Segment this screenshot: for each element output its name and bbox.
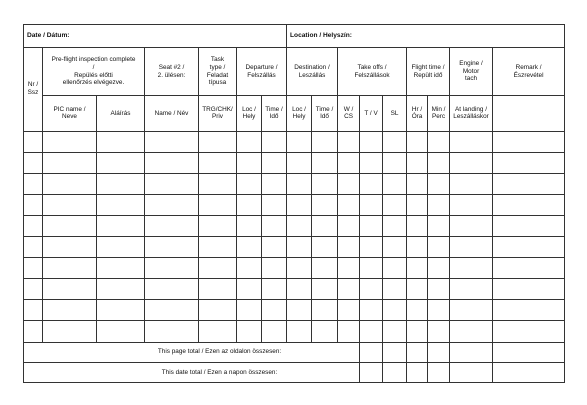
- dest-time-cell[interactable]: [312, 131, 338, 152]
- seat2-name-cell[interactable]: [145, 215, 199, 236]
- column-header-row: [24, 47, 565, 96]
- dest-loc-cell[interactable]: [287, 321, 312, 342]
- log-row: [24, 300, 565, 321]
- page-total-wcs-cell[interactable]: [360, 342, 383, 362]
- seat2-name-cell[interactable]: [145, 279, 199, 300]
- hr-cell[interactable]: [407, 152, 428, 173]
- dep-time-cell[interactable]: [262, 194, 287, 215]
- at-landing-cell[interactable]: [450, 321, 493, 342]
- dest-loc-subheader: Loc / Hely: [287, 96, 312, 131]
- wcs-cell[interactable]: [338, 173, 360, 194]
- nr-cell[interactable]: [24, 237, 43, 258]
- remark-cell[interactable]: [493, 131, 565, 152]
- pic-name-cell[interactable]: [43, 321, 97, 342]
- dep-time-cell[interactable]: [262, 279, 287, 300]
- tv-cell[interactable]: [360, 321, 383, 342]
- hr-cell[interactable]: [407, 173, 428, 194]
- sl-cell[interactable]: [383, 258, 407, 279]
- dest-loc-cell[interactable]: [287, 215, 312, 236]
- min-cell[interactable]: [428, 321, 450, 342]
- sl-cell[interactable]: [383, 300, 407, 321]
- dest-loc-cell[interactable]: [287, 194, 312, 215]
- dest-loc-cell[interactable]: [287, 173, 312, 194]
- dest-loc-cell[interactable]: [287, 131, 312, 152]
- task-type-cell[interactable]: [199, 152, 237, 173]
- at-landing-subheader: At landing / Leszálláskor: [450, 96, 493, 131]
- seat2-name-cell[interactable]: [145, 300, 199, 321]
- nr-cell[interactable]: [24, 300, 43, 321]
- wcs-cell[interactable]: [338, 237, 360, 258]
- sl-cell[interactable]: [383, 194, 407, 215]
- hr-subheader: Hr / Óra: [407, 96, 428, 131]
- seat2-name-cell[interactable]: [145, 131, 199, 152]
- header-top-row: [24, 25, 565, 48]
- remark-cell[interactable]: [493, 173, 565, 194]
- pic-name-cell[interactable]: [43, 300, 97, 321]
- log-row: [24, 321, 565, 342]
- hr-cell[interactable]: [407, 300, 428, 321]
- date-total-sl-cell[interactable]: [407, 362, 428, 382]
- hr-cell[interactable]: [407, 321, 428, 342]
- remark-cell[interactable]: [493, 237, 565, 258]
- hr-cell[interactable]: [407, 215, 428, 236]
- dep-time-cell[interactable]: [262, 215, 287, 236]
- task-type-cell[interactable]: [199, 215, 237, 236]
- wcs-cell[interactable]: [338, 279, 360, 300]
- flight-time-header: Flight time / Repült idő: [407, 47, 450, 96]
- min-cell[interactable]: [428, 215, 450, 236]
- at-landing-cell[interactable]: [450, 173, 493, 194]
- at-landing-cell[interactable]: [450, 258, 493, 279]
- signature-cell[interactable]: [97, 194, 145, 215]
- at-landing-cell[interactable]: [450, 194, 493, 215]
- task-type-cell[interactable]: [199, 173, 237, 194]
- destination-header: Destination / Leszállás: [287, 47, 338, 96]
- dep-time-cell[interactable]: [262, 152, 287, 173]
- dest-time-cell[interactable]: [312, 173, 338, 194]
- task-type-cell[interactable]: [199, 300, 237, 321]
- dest-time-cell[interactable]: [312, 300, 338, 321]
- log-row: [24, 173, 565, 194]
- nr-cell[interactable]: [24, 279, 43, 300]
- dest-time-cell[interactable]: [312, 279, 338, 300]
- sl-cell[interactable]: [383, 152, 407, 173]
- min-cell[interactable]: [428, 173, 450, 194]
- dep-time-cell[interactable]: [262, 173, 287, 194]
- wcs-cell[interactable]: [338, 321, 360, 342]
- min-cell[interactable]: [428, 258, 450, 279]
- dest-loc-cell[interactable]: [287, 279, 312, 300]
- wcs-cell[interactable]: [338, 152, 360, 173]
- dep-loc-cell[interactable]: [237, 321, 262, 342]
- seat2-name-cell[interactable]: [145, 152, 199, 173]
- at-landing-cell[interactable]: [450, 279, 493, 300]
- tv-cell[interactable]: [360, 258, 383, 279]
- nr-cell[interactable]: [24, 173, 43, 194]
- dest-loc-cell[interactable]: [287, 237, 312, 258]
- page-total-min-cell[interactable]: [450, 342, 493, 362]
- pic-name-cell[interactable]: [43, 237, 97, 258]
- signature-cell[interactable]: [97, 279, 145, 300]
- tv-cell[interactable]: [360, 152, 383, 173]
- dep-loc-cell[interactable]: [237, 258, 262, 279]
- min-cell[interactable]: [428, 152, 450, 173]
- dep-loc-cell[interactable]: [237, 237, 262, 258]
- pic-name-cell[interactable]: [43, 279, 97, 300]
- dest-time-cell[interactable]: [312, 215, 338, 236]
- dep-time-cell[interactable]: [262, 258, 287, 279]
- remark-subheader-blank: [493, 96, 565, 131]
- dest-time-cell[interactable]: [312, 237, 338, 258]
- seat2-name-cell[interactable]: [145, 321, 199, 342]
- takeoffs-header: Take offs / Felszállások: [338, 47, 407, 96]
- seat2-name-cell[interactable]: [145, 237, 199, 258]
- nr-cell[interactable]: [24, 152, 43, 173]
- seat2-name-cell[interactable]: [145, 258, 199, 279]
- remark-cell[interactable]: [493, 300, 565, 321]
- pic-name-cell[interactable]: [43, 131, 97, 152]
- log-row: [24, 279, 565, 300]
- min-cell[interactable]: [428, 131, 450, 152]
- date-total-blank-cell: [493, 362, 565, 382]
- signature-cell[interactable]: [97, 300, 145, 321]
- dep-time-cell[interactable]: [262, 237, 287, 258]
- name-subheader: Name / Név: [145, 96, 199, 131]
- date-total-min-cell[interactable]: [450, 362, 493, 382]
- dep-loc-cell[interactable]: [237, 152, 262, 173]
- location-label: Location / Helyszín:: [290, 31, 352, 39]
- dep-loc-cell[interactable]: [237, 131, 262, 152]
- date-field[interactable]: [24, 25, 287, 48]
- dest-loc-cell[interactable]: [287, 258, 312, 279]
- sl-cell[interactable]: [383, 173, 407, 194]
- pic-name-cell[interactable]: [43, 152, 97, 173]
- flight-log-table: [23, 24, 565, 383]
- pic-name-subheader: PIC name / Neve: [43, 96, 97, 131]
- dep-loc-subheader: Loc / Hely: [237, 96, 262, 131]
- page-total-tv-cell[interactable]: [383, 342, 407, 362]
- dest-loc-cell[interactable]: [287, 300, 312, 321]
- page-total-sl-cell[interactable]: [407, 342, 428, 362]
- dep-loc-cell[interactable]: [237, 173, 262, 194]
- signature-subheader: Aláírás: [97, 96, 145, 131]
- tv-cell[interactable]: [360, 194, 383, 215]
- task-type-header: Task type / Feladat típusa: [199, 47, 237, 96]
- tv-cell[interactable]: [360, 131, 383, 152]
- dest-time-cell[interactable]: [312, 321, 338, 342]
- wcs-subheader: W / CS: [338, 96, 360, 131]
- wcs-cell[interactable]: [338, 131, 360, 152]
- signature-cell[interactable]: [97, 237, 145, 258]
- nr-cell[interactable]: [24, 321, 43, 342]
- log-row: [24, 131, 565, 152]
- wcs-cell[interactable]: [338, 215, 360, 236]
- at-landing-cell[interactable]: [450, 215, 493, 236]
- tv-cell[interactable]: [360, 237, 383, 258]
- pic-name-cell[interactable]: [43, 258, 97, 279]
- date-total-label: This date total / Ezen a napon összesen:: [24, 362, 360, 382]
- remark-cell[interactable]: [493, 194, 565, 215]
- dest-loc-cell[interactable]: [287, 152, 312, 173]
- dep-loc-cell[interactable]: [237, 279, 262, 300]
- remark-header: Remark / Észrevétel: [493, 47, 565, 96]
- wcs-cell[interactable]: [338, 258, 360, 279]
- dest-time-subheader: Time / Idő: [312, 96, 338, 131]
- task-type-cell[interactable]: [199, 279, 237, 300]
- sl-cell[interactable]: [383, 279, 407, 300]
- nr-header: Nr / Ssz: [24, 47, 43, 131]
- signature-cell[interactable]: [97, 173, 145, 194]
- sl-subheader: SL: [383, 96, 407, 131]
- signature-cell[interactable]: [97, 321, 145, 342]
- task-type-cell[interactable]: [199, 258, 237, 279]
- pic-name-cell[interactable]: [43, 173, 97, 194]
- signature-cell[interactable]: [97, 131, 145, 152]
- remark-cell[interactable]: [493, 152, 565, 173]
- nr-cell[interactable]: [24, 131, 43, 152]
- sl-cell[interactable]: [383, 131, 407, 152]
- dep-time-cell[interactable]: [262, 321, 287, 342]
- sl-cell[interactable]: [383, 215, 407, 236]
- remark-cell[interactable]: [493, 321, 565, 342]
- nr-cell[interactable]: [24, 215, 43, 236]
- date-total-tv-cell[interactable]: [383, 362, 407, 382]
- task-type-cell[interactable]: [199, 131, 237, 152]
- signature-cell[interactable]: [97, 215, 145, 236]
- min-cell[interactable]: [428, 194, 450, 215]
- dep-time-cell[interactable]: [262, 131, 287, 152]
- at-landing-cell[interactable]: [450, 237, 493, 258]
- page-total-row: [24, 342, 565, 362]
- at-landing-cell[interactable]: [450, 300, 493, 321]
- preflight-header: Pre-flight inspection complete / Repülés előtti ellenőrzés elvégezve.: [43, 47, 145, 96]
- date-total-row: [24, 362, 565, 382]
- remark-cell[interactable]: [493, 279, 565, 300]
- at-landing-cell[interactable]: [450, 131, 493, 152]
- log-row: [24, 237, 565, 258]
- departure-header: Departure / Felszállás: [237, 47, 287, 96]
- wcs-cell[interactable]: [338, 300, 360, 321]
- seat2-header: Seat #2 / 2. ülésen:: [145, 47, 199, 96]
- min-cell[interactable]: [428, 279, 450, 300]
- min-subheader: Min / Perc: [428, 96, 450, 131]
- signature-cell[interactable]: [97, 152, 145, 173]
- seat2-name-cell[interactable]: [145, 194, 199, 215]
- tv-subheader: T / V: [360, 96, 383, 131]
- seat2-name-cell[interactable]: [145, 173, 199, 194]
- page-total-label: This page total / Ezen az oldalon összesen:: [24, 342, 360, 362]
- tv-cell[interactable]: [360, 173, 383, 194]
- sl-cell[interactable]: [383, 237, 407, 258]
- engine-header: Engine / Motor tach: [450, 47, 493, 96]
- remark-cell[interactable]: [493, 215, 565, 236]
- dest-time-cell[interactable]: [312, 194, 338, 215]
- hr-cell[interactable]: [407, 258, 428, 279]
- log-row: [24, 194, 565, 215]
- signature-cell[interactable]: [97, 258, 145, 279]
- tv-cell[interactable]: [360, 300, 383, 321]
- min-cell[interactable]: [428, 237, 450, 258]
- log-rows: [24, 131, 565, 342]
- tv-cell[interactable]: [360, 215, 383, 236]
- hr-cell[interactable]: [407, 131, 428, 152]
- dep-loc-cell[interactable]: [237, 215, 262, 236]
- nr-cell[interactable]: [24, 258, 43, 279]
- page-total-hr-cell[interactable]: [428, 342, 450, 362]
- dest-time-cell[interactable]: [312, 258, 338, 279]
- at-landing-cell[interactable]: [450, 152, 493, 173]
- page-total-blank-cell: [493, 342, 565, 362]
- log-row: [24, 152, 565, 173]
- log-row: [24, 215, 565, 236]
- dest-time-cell[interactable]: [312, 152, 338, 173]
- min-cell[interactable]: [428, 300, 450, 321]
- column-subheader-row: [24, 96, 565, 131]
- tv-cell[interactable]: [360, 279, 383, 300]
- hr-cell[interactable]: [407, 194, 428, 215]
- date-total-hr-cell[interactable]: [428, 362, 450, 382]
- dep-time-subheader: Time / Idő: [262, 96, 287, 131]
- dep-loc-cell[interactable]: [237, 300, 262, 321]
- trg-subheader: TRG/CHK/ Priv: [199, 96, 237, 131]
- sl-cell[interactable]: [383, 321, 407, 342]
- task-type-cell[interactable]: [199, 321, 237, 342]
- nr-cell[interactable]: [24, 194, 43, 215]
- dep-loc-cell[interactable]: [237, 194, 262, 215]
- date-label: Date / Dátum:: [27, 31, 70, 39]
- pic-name-cell[interactable]: [43, 194, 97, 215]
- location-field[interactable]: [287, 25, 565, 48]
- dep-time-cell[interactable]: [262, 300, 287, 321]
- task-type-cell[interactable]: [199, 194, 237, 215]
- remark-cell[interactable]: [493, 258, 565, 279]
- wcs-cell[interactable]: [338, 194, 360, 215]
- pic-name-cell[interactable]: [43, 215, 97, 236]
- log-row: [24, 258, 565, 279]
- date-total-wcs-cell[interactable]: [360, 362, 383, 382]
- hr-cell[interactable]: [407, 279, 428, 300]
- hr-cell[interactable]: [407, 237, 428, 258]
- task-type-cell[interactable]: [199, 237, 237, 258]
